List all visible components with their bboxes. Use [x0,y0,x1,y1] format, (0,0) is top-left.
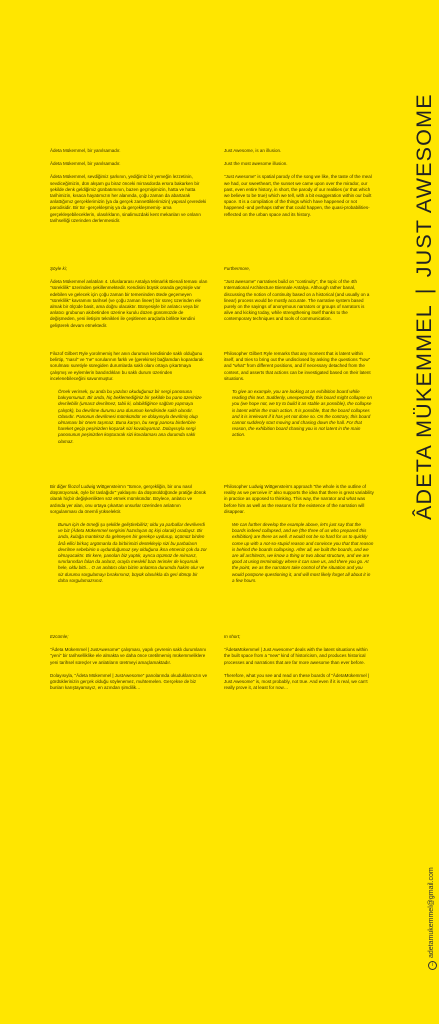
tr-paragraph-1: Âdeta Mükemmel, sevdiğimiz şarkının, yediğimiz bir yemeğin lezzetinin, sevdiceğimizin, dün akşam gu biraz önceki mirrasdorda ersıra bakarken bir şekilde denk geldiğimiz günbatımının, bazen geçmişimizin, hatta ve hatta tarihimizin, kısaca hayatımızın her alanında, çoğu zaman da abartarak anlattığımız gerçeklerimizin (ya da gerçek zannettiklerimizin) yapısal çevredeki parodisidir. Bir tür -gerçekleşmiş ya da gerçekleşmemiş- ama gerçekleşebileceklerin, olasılıkların, sinalimuzdaki kent mekanları ve onların tarihselliği üzerinden derlenmesidir. [50,174,207,223]
tr-paragraph-5: "Âdeta Mükemmel | JustAwesome" çalışması, yapılı çevrenin saklı durumlarını "yeni" bir tarihselliklike ele almakta ve daha önce üretilmemiş mükemmeliklere yeni tarihsel süreçler ve anlatıların üretmeyi amaçlamaktadır. [50,647,207,665]
en-paragraph-5: "ÂdetaMükemmel | Just Awesome" deals with the latent situations within the built space from a "new" kind of historicism, and produces historical processes and narrations that are far more awesome than ever before. [224,647,368,665]
en-paragraph-6: Therefore, what you see and read on these boards of "ÂdetaMükemmel | Just Awesome" is, most probably, not true. And even if it is real, we can't really prove it, at least for now… [224,672,370,691]
title-turkish: ÂDETA MÜKEMMEL [412,304,436,520]
en-paragraph-3: Philosopher Gilbert Ryle remarks that any moment that is latent within itself, and tries to bring out the undisclosed by asking the questions "how" and "what" from different positions, and if necessary detached from the context, and asserts that actions can be investigated based on their latent situations. [224,351,371,381]
en-paragraph-4: Philosopher Ludwig Wittgenstein's approach "the whole is the outline of reality as we perceive it" also supports the idea that there is great variability in practice as opposed to thinking. This way, the narrator and what was before him as well as the reasons for the existence of the narration will disappear. [224,484,374,514]
email-contact [428,867,437,970]
title-english: JUST AWESOME [412,93,436,278]
vertical-title [412,93,437,520]
en-heading-3: In short; [224,634,241,639]
tr-paragraph-2: Âdeta Mükemmel anlatıları 4. Uluslararası Antalya Mimarlık Bienali teması olan "süreklilik" üzerinden şekillenmektedir. Kendisini büyük oranda geçmişle var edebilen ve gelecek için çoğu zaman bir temeninden ötede geçemeyen "süreklilik" kavramını tarihsel (ve çoğu zaman lineer) bir süreç üzerinden ele almak bir ölçüde basit, ama doğru olacaktır. Bünyesiyle bir anlatıcı veya bir anlatıcı grubunun akıbetinden üzerine kurulu düzen günümüzde de değişmeden, yeni iletişim teknikleri ile çeşitlenen araçlarla birlikte kendini gelişterek devam etmektedir. [50,279,208,328]
tr-quote-1: Örnek verirsek, şu anda bu yazıları okuduğunuz bir sergi panosuna bakıyorsunuz. Bir anda, hiç beklemediğiniz bir şekilde bu pano üzerinize devrilebilir (umarız devrilmez, tabii ki, olabildiğince sağlam yapmaya çalıştık), bu devrilme durumu ana durumun kendisinde saklı olandır. Olasıdır. Panonun devrilmesi mümkündür ve dolayısıyla devrilmiş olup olmaması bir önem taşımaz. Buna karşın, bu sergi panosu birdenbire hareket geçip peşinizden koşarak sizi kovalayamaz. Dolayısıyla sergi panosunun peşinizden koşturarak sizi kovalaması ana durumda saklı olamaz. [58,389,202,444]
info-icon: i [428,961,437,970]
en-intro-2: Just the most awesome illusion. [224,161,288,167]
en-heading-2: Furthermore, [224,266,251,271]
en-paragraph-2: "Just awesome" narratives build on "continuity", the topic of the 4th International Architecture Biennale Antalya. Although rather banal, discussing the notion of continuity based on a historical (and usually on a linear) process would be mostly accurate. The narrative system based purely on the sayings of anonymous narrators or groups of narrators is alive and kicking today, while strengthening itself thanks to the contemporary techniques and tools of communication. [224,279,370,322]
email-address[interactable]: adetamukemmel@gmail.com [428,867,435,958]
en-quote-1: To give an example, you are looking at an exhibition board while reading this text. Suddenly, unexpectedly, this board might collapse on you (we hope not, we try to build it as stable as possible), the collapse is latent within the main action. It is possible, that the board collapses and it is irrelevant if it has yet not done so. On the contrary, this board cannot suddenly start moving and chasing down the hall. For that reason, the exhibition board chasing you is not latent in the main action. [232,389,372,438]
en-intro-1: Just Awesome, is an illusion. [224,148,282,153]
en-quote-2: We can further develop the example above, let's just say that the boards indeed collapsed, and we (the three of us who prepared this exhibition) are there as well. It would not be so hard for us to quickly come up with a not-so-stupid reason and convince you that that reason is behind the boards collapsing. After all, we built the boards, and we are all architects, we know a thing or two about structure, and we are good at using terminology where it can save us, and there you go. At the point, we as the narrators take control of the situation and you would postpone questioning it, and will most likely forget all about it in a few hours. [232,522,374,583]
tr-paragraph-6: Dolayısıyla, "Âdeta Mükemmel | JustAwesome" panolarında okuduklarınızın ve gördüklerinizin gerçek olduğu söylenemez, muhtemelen. Gerçekse de biz bunları karıştayamayız, en azından şimdilik… [50,672,208,691]
tr-quote-2: Bunun için de örneği şu şekilde geliştirebiliriz; oldu ya parballar devrilverdi ve biz (Âdeta Mükemmel sergisini hazırlayan üç kişi olarak) oradayız. Bir anda, kulağa mantıksız da gelmeyen bir gerekçe uydurup, üçümüz birden ânâ ellici birkaç argümanla da birbirimizi destekleyip sizi bu parbaların devrilme sebebinin o uydurduğumuz şey olduğuna ikna etmeniz çok da zor olmayacaktır. Bir kere, panoları biz yaptık, ayrıca üçümüz de mimarız, sınırlarından falan da anlarız, orayla meslekî bazı terimler de koyarsak hele, oldu bitti… O an anlatıcı olan bizim anlatıma durumda hakim olur ve siz durumu sorgulamayı bırakırsınız, büyük olasılıkla da geri dönüp bir daha sorgulamazsınız. [58,522,207,583]
tr-paragraph-3: Filozof Gilbert Ryle yorolmemiş her anın durumun kendisinde saklı olduğunu belirtip, "nasıl" ve "ne" sorularının farklı ve (gerekirse) bağlamdan kopardarak sorulması suretiyle süregiden durumlarda saklı olanı ortaya çıkartmaya çalışmış ve eylemlerin bandırdıkları bu saklı durum üzerinden incelenebileceğini savunmuştur. [50,351,204,381]
tr-heading-3: Ezcümle; [50,634,69,639]
tr-intro-2: Âdeta Mükemmel, bir yanılsamadır. [50,161,121,167]
title-separator: | [412,287,436,295]
tr-heading-2: Şöyle ki; [50,266,68,271]
tr-paragraph-4: Bir diğer filozof Ludwig Wittgenstein'ın "tümce, gerçekliğin, bir onu nasıl düşünüyorsak, öyle bir taslağıdır" yaklaşımı da düşünüldüğünde pratiğe dönük olarak hiçbir değişkenlikten söz etmek mümkündür. Böylece, anlatıcı ve ardında yer alan, onu ortaya çıkartan unsurlar üzerinden anlatının sorgulanması da önemli yükselektir. [50,484,206,514]
tr-intro-1: Âdeta Mükemmel, bir yanılsamadır. [50,148,121,153]
en-paragraph-1: "Just Awesome" is spatial parody of the song we like, the taste of the meal we had, our sweetheart, the sunset we came upon over the mirador, our past, even entire history, in short, the parody of our realities (or that which we believe to be true) which we tell, with a bit exaggeration within our built space. It is a compilation of the things which have happened or not happened -and perhaps rather that could happen, the quasi-probabilities- reflected on the urban space and its history. [224,174,372,217]
